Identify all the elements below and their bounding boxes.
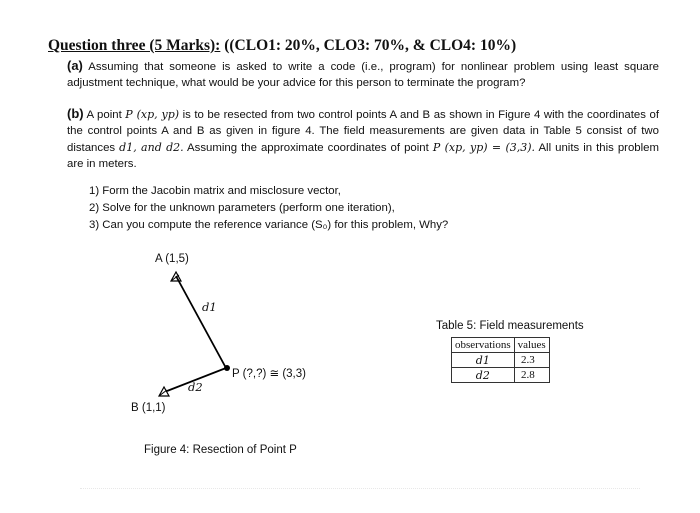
question-title: Question three (5 Marks): [48,37,221,54]
table-row [452,368,550,383]
point-p-marker [224,365,230,371]
line-a-p [176,276,226,368]
part-b-text-3: Assuming the approximate coordinates of point [187,141,429,154]
part-a-label: (a) [67,58,83,73]
obs-cell: d1 [452,353,515,368]
measurements-table [451,337,550,383]
value-cell: 2.8 [514,368,549,383]
point-p-coords: P (xp, yp) [125,108,180,121]
distances-symbols: d1, and d2. [119,140,184,154]
d1-label: d1 [202,300,217,314]
approx-coords: P (xp, yp) = (3,3). [432,140,536,154]
obs-cell: d2 [452,368,515,383]
header-observations: observations [452,338,515,353]
table-header-row [452,338,550,353]
part-b-label: (b) [67,106,84,121]
task-item: 2) Solve for the unknown parameters (perform one iteration), [89,202,395,214]
part-b-text-1: A point [86,109,122,121]
table-row [452,353,550,368]
page-bottom-divider [80,488,640,499]
table-caption: Table 5: Field measurements [436,320,584,332]
header-values: values [514,338,549,353]
task-item: 1) Form the Jacobin matrix and misclosure vector, [89,185,341,197]
part-b-text-4: All units in this problem are in meters. [67,141,659,170]
point-a-label: A (1,5) [155,253,189,265]
point-b-label: B (1,1) [131,402,166,414]
point-p-label: P (?,?) ≅ (3,3) [232,368,306,380]
figure-caption: Figure 4: Resection of Point P [144,444,297,456]
part-b-text-2: is to be resected from two control points A and B as shown in Figure 4 with the coordinates of the control points A and B as given in figure 4. The field measurements are given data in Table 5 consist of two distances [67,109,659,154]
d2-label: d2 [188,380,203,394]
value-cell: 2.3 [514,353,549,368]
clo-weights: ((CLO1: 20%, CLO3: 70%, & CLO4: 10%) [220,37,517,54]
part-a-text: Assuming that someone is asked to write a code (i.e., program) for nonlinear problem using least square adjustment technique, what would be your advice for this person to terminate the program? [67,61,659,90]
task-item: 3) Can you compute the reference variance (S₀) for this problem, Why? [89,219,449,231]
